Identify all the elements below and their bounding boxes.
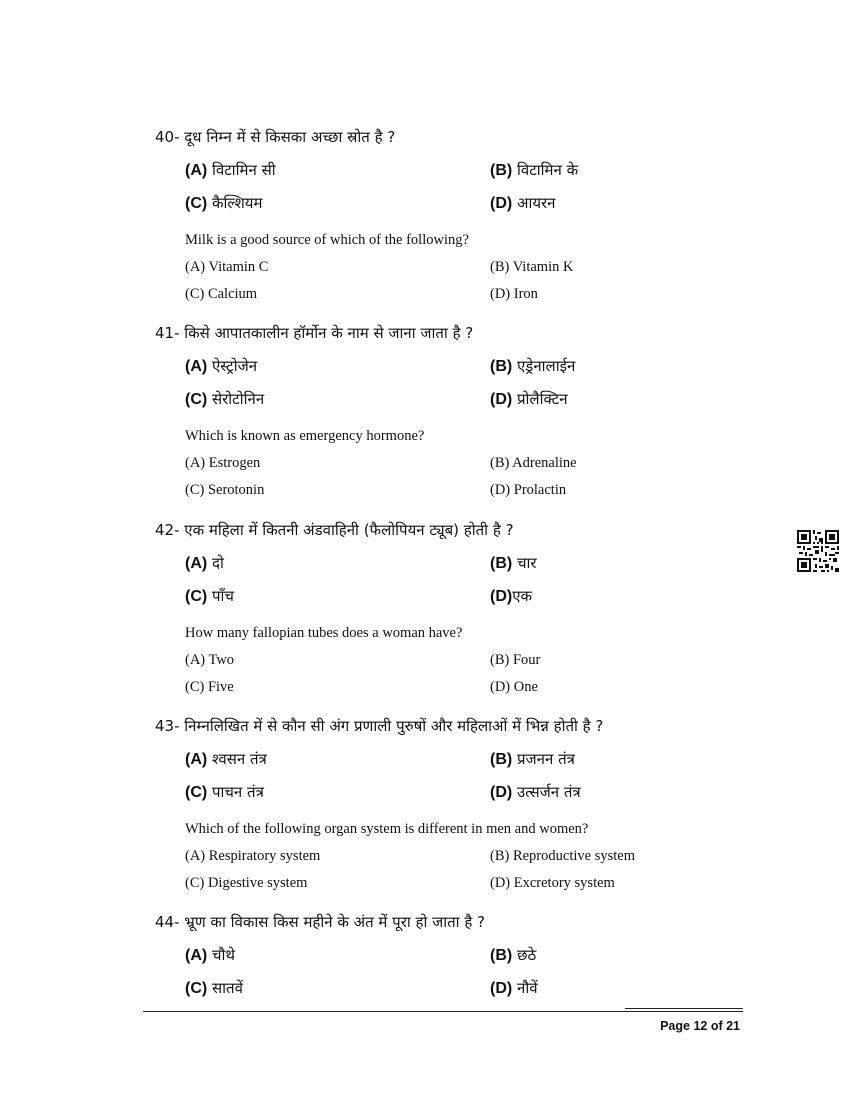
page-number: Page 12 of 21 — [660, 1019, 740, 1033]
option-c-hindi: (C) सेरोटोनिन — [185, 390, 265, 408]
question-41 — [155, 323, 755, 508]
question-english: Milk is a good source of which of the following? — [185, 232, 469, 248]
option-b-english: (B) Reproductive system — [490, 848, 635, 864]
question-english: Which is known as emergency hormone? — [185, 428, 425, 444]
option-c-english: (C) Calcium — [185, 286, 258, 302]
option-a-hindi: (A) विटामिन सी — [185, 161, 276, 179]
question-42 — [155, 520, 755, 705]
question-hindi: 42- एक महिला में कितनी अंडवाहिनी (फैलोपियन ट्यूब) होती है ? — [155, 521, 514, 539]
option-d-hindi: (D) नौवें — [490, 979, 538, 997]
question-hindi: 40- दूध निम्न में से किसका अच्छा स्रोत है ? — [155, 128, 396, 146]
option-a-hindi: (A) श्वसन तंत्र — [185, 750, 267, 768]
question-hindi: 44- भ्रूण का विकास किस महीने के अंत में पूरा हो जाता है ? — [155, 913, 486, 931]
option-d-hindi: (D) उत्सर्जन तंत्र — [490, 783, 581, 801]
option-c-english: (C) Digestive system — [185, 875, 308, 891]
option-c-hindi: (C) कैल्शियम — [185, 194, 263, 212]
option-d-hindi: (D) प्रोलैक्टिन — [490, 390, 568, 408]
option-d-hindi: (D)एक — [490, 587, 533, 605]
option-a-hindi: (A) दो — [185, 554, 224, 572]
question-43 — [155, 716, 755, 901]
option-c-english: (C) Serotonin — [185, 482, 265, 498]
option-c-english: (C) Five — [185, 679, 234, 695]
question-hindi: 43- निम्नलिखित में से कौन सी अंग प्रणाली पुरुषों और महिलाओं में भिन्न होती है ? — [155, 717, 604, 735]
qr-code-icon — [797, 530, 839, 572]
option-a-hindi: (A) ऐस्ट्रोजेन — [185, 357, 258, 375]
option-b-english: (B) Vitamin K — [490, 259, 574, 275]
option-c-hindi: (C) सातवें — [185, 979, 243, 997]
option-c-hindi: (C) पाँच — [185, 587, 234, 605]
question-40 — [155, 127, 755, 312]
option-d-english: (D) One — [490, 679, 538, 695]
option-b-hindi: (B) छठे — [490, 946, 537, 964]
option-a-english: (A) Respiratory system — [185, 848, 321, 864]
option-a-english: (A) Two — [185, 652, 235, 668]
option-b-hindi: (B) चार — [490, 554, 537, 572]
option-b-hindi: (B) प्रजनन तंत्र — [490, 750, 575, 768]
footer-divider — [143, 1011, 743, 1012]
question-44 — [155, 912, 755, 1010]
option-b-hindi: (B) विटामिन के — [490, 161, 579, 179]
question-english: How many fallopian tubes does a woman have? — [185, 625, 463, 641]
option-b-hindi: (B) एड्रेनालाईन — [490, 357, 576, 375]
option-a-hindi: (A) चौथे — [185, 946, 235, 964]
option-b-english: (B) Four — [490, 652, 541, 668]
option-a-english: (A) Vitamin C — [185, 259, 269, 275]
option-b-english: (B) Adrenaline — [490, 455, 577, 471]
option-a-english: (A) Estrogen — [185, 455, 261, 471]
question-english: Which of the following organ system is different in men and women? — [185, 821, 589, 837]
option-d-hindi: (D) आयरन — [490, 194, 556, 212]
option-d-english: (D) Prolactin — [490, 482, 567, 498]
option-d-english: (D) Iron — [490, 286, 538, 302]
footer-divider-short — [625, 1008, 743, 1009]
option-d-english: (D) Excretory system — [490, 875, 615, 891]
option-c-hindi: (C) पाचन तंत्र — [185, 783, 264, 801]
question-hindi: 41- किसे आपातकालीन हॉर्मोन के नाम से जाना जाता है ? — [155, 324, 474, 342]
